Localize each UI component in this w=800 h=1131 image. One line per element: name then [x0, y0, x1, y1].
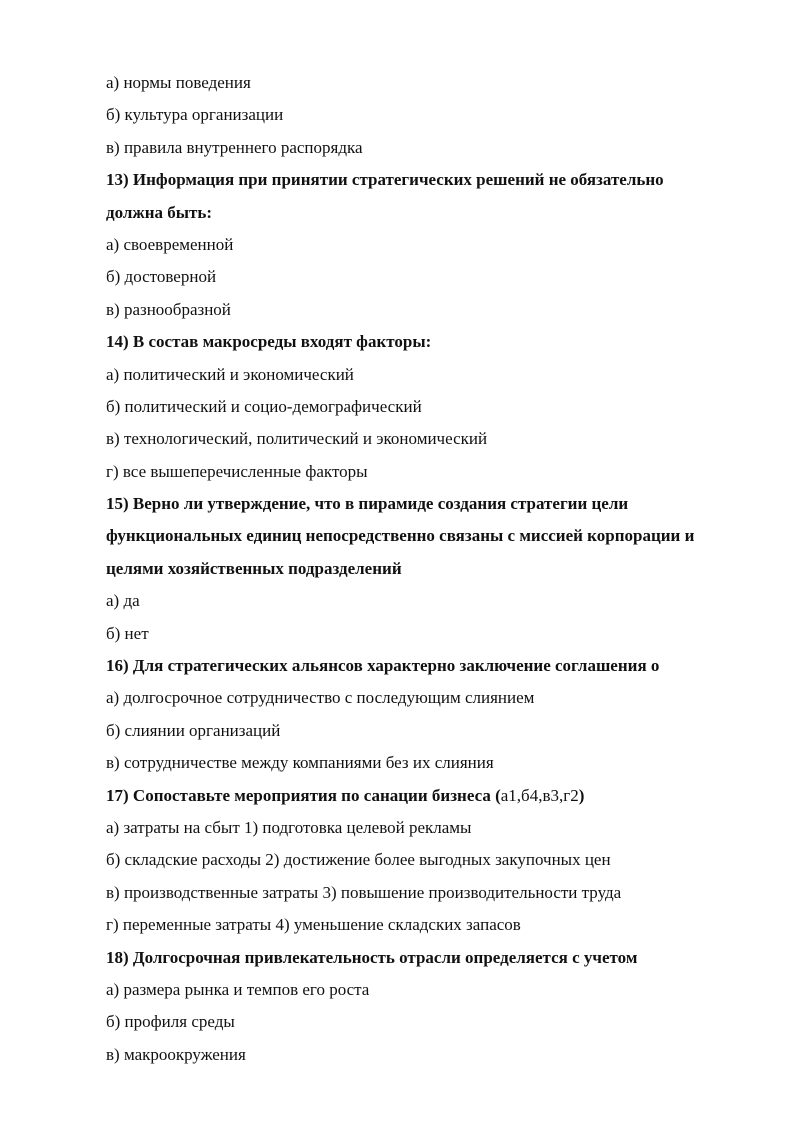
question-text: 18) Долгосрочная привлекательность отрасли определяется с учетом: [106, 947, 638, 967]
question-text: [106, 780, 776, 812]
answer-option: а) размера рынка и темпов его роста: [106, 979, 370, 999]
question-text-bold-end: ): [578, 785, 585, 805]
question-text-bold: 17) Сопоставьте мероприятия по санации бизнеса (: [106, 785, 501, 805]
answer-option: г) все вышеперечисленные факторы: [106, 461, 368, 481]
question-text: 15) Верно ли утверждение, что в пирамиде создания стратегии цели: [106, 494, 629, 514]
answer-option: б) достоверной: [106, 267, 217, 287]
answer-option: г) переменные затраты 4) уменьшение складских запасов: [106, 915, 521, 935]
answer-option: б) нет: [106, 623, 149, 643]
answer-option: а) долгосрочное сотрудничество с последующим слиянием: [106, 688, 535, 708]
question-text: 16) Для стратегических альянсов характерно заключение соглашения о: [106, 656, 660, 676]
question-text: 13) Информация при принятии стратегических решений не обязательно: [106, 170, 664, 190]
document-page: [106, 67, 776, 1071]
answer-option: а) политический и экономический: [106, 364, 354, 384]
answer-option: б) политический и социо-демографический: [106, 396, 422, 416]
answer-key: а1,б4,в3,г2: [500, 785, 579, 805]
answer-option: в) технологический, политический и экономический: [106, 429, 488, 449]
answer-option: в) макроокружения: [106, 1044, 246, 1064]
answer-option: а) своевременной: [106, 234, 234, 254]
answer-option: а) нормы поведения: [106, 73, 251, 92]
answer-option: в) производственные затраты 3) повышение производительности труда: [106, 882, 622, 902]
question-text: должна быть:: [106, 202, 213, 222]
answer-option: в) правила внутреннего распорядка: [106, 137, 363, 157]
answer-option: б) слиянии организаций: [106, 720, 281, 740]
answer-option: в) сотрудничестве между компаниями без их слияния: [106, 753, 494, 773]
question-text: 14) В состав макросреды входят факторы:: [106, 332, 432, 352]
answer-option: а) затраты на сбыт 1) подготовка целевой рекламы: [106, 817, 472, 837]
question-text: целями хозяйственных подразделений: [106, 558, 402, 578]
answer-option: в) разнообразной: [106, 299, 231, 319]
answer-option: б) складские расходы 2) достижение более выгодных закупочных цен: [106, 850, 611, 870]
answer-option: б) культура организации: [106, 105, 284, 125]
question-text: функциональных единиц непосредственно связаны с миссией корпорации и: [106, 526, 695, 546]
answer-option: б) профиля среды: [106, 1012, 235, 1032]
answer-option: а) да: [106, 591, 140, 611]
